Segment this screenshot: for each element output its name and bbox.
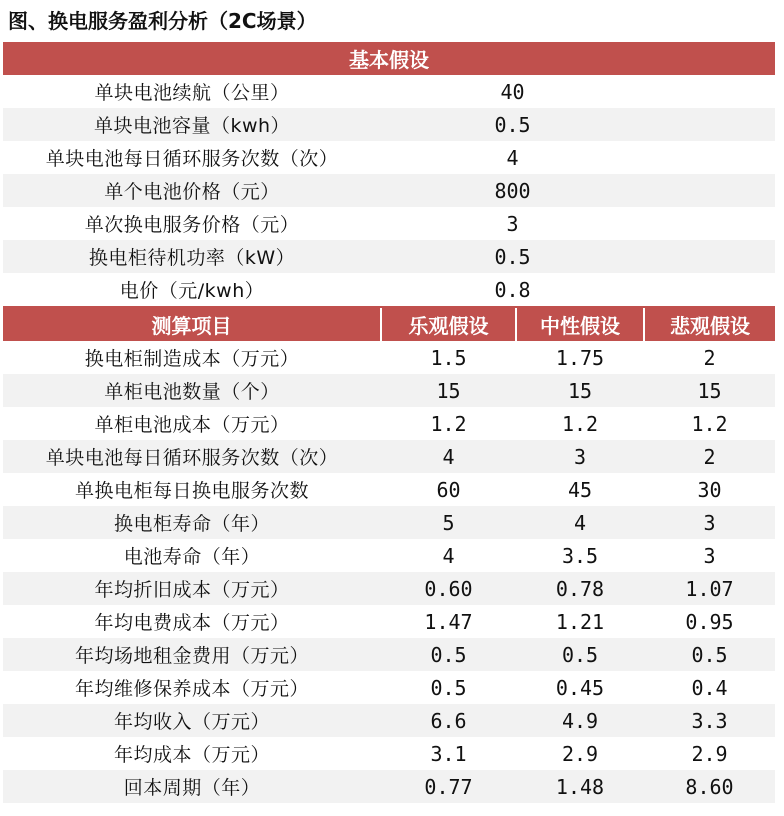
basic-assumption-row [3, 240, 775, 273]
assumption-label: 单次换电服务价格（元） [84, 214, 300, 236]
calc-row [3, 506, 775, 539]
scenario-value: 15 [516, 374, 644, 407]
empty-cell [644, 174, 775, 207]
basic-assumption-row [3, 174, 775, 207]
calc-row [3, 671, 775, 704]
empty-cell [644, 75, 775, 108]
assumption-value: 800 [381, 174, 644, 207]
basic-assumption-row [3, 273, 775, 307]
assumption-label: 单块电池容量（kwh） [3, 108, 381, 141]
calc-row [3, 638, 775, 671]
calc-row [3, 407, 775, 440]
assumption-value: 4 [506, 145, 519, 170]
scenario-value: 0.45 [555, 675, 605, 700]
calc-row [3, 770, 775, 803]
calc-item-label: 回本周期（年） [3, 770, 381, 803]
calc-row [3, 539, 775, 572]
scenario-value: 3 [703, 543, 716, 568]
calc-row [3, 704, 775, 737]
scenario-value: 0.77 [381, 770, 516, 803]
assumption-label: 单个电池价格（元） [3, 174, 381, 207]
calc-item-label: 换电柜制造成本（万元） [84, 348, 300, 370]
basic-assumptions-header-row [3, 42, 775, 75]
scenario-header: 悲观假设 [644, 307, 775, 341]
assumption-label: 单块电池每日循环服务次数（次） [45, 148, 339, 170]
basic-assumptions-header: 基本假设 [3, 42, 775, 75]
calc-item-label: 年均维修保养成本（万元） [74, 678, 309, 700]
scenario-value: 2 [644, 440, 775, 473]
scenario-value: 1.2 [430, 411, 467, 436]
scenario-value: 0.5 [516, 638, 644, 671]
scenario-value: 8.60 [644, 770, 775, 803]
scenario-value: 3.3 [644, 704, 775, 737]
calc-item-header: 测算项目 [3, 307, 381, 341]
figure-title: 图、换电服务盈利分析（2C场景） [8, 9, 317, 33]
scenario-value: 0.78 [516, 572, 644, 605]
scenario-value: 2.9 [561, 741, 599, 766]
scenario-value: 0.4 [691, 675, 728, 700]
scenario-value: 4 [442, 543, 455, 568]
assumption-value: 0.8 [381, 273, 644, 307]
calc-item-label: 单柜电池数量（个） [3, 374, 381, 407]
scenario-value: 3 [644, 506, 775, 539]
calc-item-label: 电池寿命（年） [123, 546, 261, 568]
scenario-value: 1.21 [555, 609, 605, 634]
calc-item-label: 单柜电池成本（万元） [94, 414, 290, 436]
scenario-value: 1.48 [516, 770, 644, 803]
assumption-value: 40 [500, 79, 525, 104]
scenario-value: 4 [381, 440, 516, 473]
basic-assumption-row [3, 108, 775, 141]
calc-row [3, 341, 775, 374]
calc-item-label: 年均收入（万元） [3, 704, 381, 737]
assumption-label: 电价（元/kwh） [3, 273, 381, 307]
scenario-value: 1.07 [644, 572, 775, 605]
scenario-value: 15 [644, 374, 775, 407]
scenario-header: 乐观假设 [381, 307, 516, 341]
empty-cell [644, 240, 775, 273]
empty-cell [644, 108, 775, 141]
scenario-value: 45 [567, 477, 593, 502]
basic-assumption-row [3, 75, 775, 108]
scenario-value: 3.5 [561, 543, 599, 568]
basic-assumption-row [3, 207, 775, 240]
scenario-value: 15 [381, 374, 516, 407]
calc-row [3, 473, 775, 506]
basic-assumption-row [3, 141, 775, 174]
scenario-value: 4.9 [516, 704, 644, 737]
calc-row [3, 572, 775, 605]
scenario-value: 2.9 [691, 741, 728, 766]
scenario-value: 5 [381, 506, 516, 539]
scenario-value: 0.60 [381, 572, 516, 605]
empty-cell [644, 273, 775, 307]
scenario-value: 0.5 [644, 638, 775, 671]
scenario-value: 1.2 [691, 411, 728, 436]
calc-row [3, 605, 775, 638]
scenario-value: 2 [703, 345, 716, 370]
scenario-value: 0.5 [430, 675, 467, 700]
scenario-value: 6.6 [381, 704, 516, 737]
scenario-value: 60 [436, 477, 461, 502]
scenario-value: 3.1 [430, 741, 467, 766]
scenario-value: 3 [516, 440, 644, 473]
empty-cell [644, 141, 775, 174]
calc-item-label: 年均折旧成本（万元） [3, 572, 381, 605]
calc-row [3, 440, 775, 473]
empty-cell [644, 207, 775, 240]
calc-item-label: 年均电费成本（万元） [94, 612, 290, 634]
scenario-value: 1.5 [430, 345, 467, 370]
assumption-label: 单块电池续航（公里） [94, 82, 290, 104]
scenario-value: 1.2 [561, 411, 599, 436]
scenario-value: 4 [516, 506, 644, 539]
assumption-value: 0.5 [381, 108, 644, 141]
calc-header-row [3, 307, 775, 341]
calc-item-label: 单块电池每日循环服务次数（次） [3, 440, 381, 473]
profit-analysis-table [3, 42, 775, 803]
scenario-value: 1.75 [555, 345, 605, 370]
scenario-value: 30 [697, 477, 722, 502]
calc-item-label: 单换电柜每日换电服务次数 [74, 480, 309, 502]
scenario-value: 0.95 [685, 609, 734, 634]
calc-row [3, 737, 775, 770]
calc-row [3, 374, 775, 407]
scenario-value: 1.47 [424, 609, 473, 634]
calc-item-label: 年均成本（万元） [113, 744, 270, 766]
assumption-value: 0.5 [381, 240, 644, 273]
scenario-header: 中性假设 [516, 307, 644, 341]
calc-item-label: 换电柜寿命（年） [3, 506, 381, 539]
calc-item-label: 年均场地租金费用（万元） [3, 638, 381, 671]
assumption-label: 换电柜待机功率（kW） [3, 240, 381, 273]
scenario-value: 0.5 [381, 638, 516, 671]
assumption-value: 3 [506, 211, 519, 236]
